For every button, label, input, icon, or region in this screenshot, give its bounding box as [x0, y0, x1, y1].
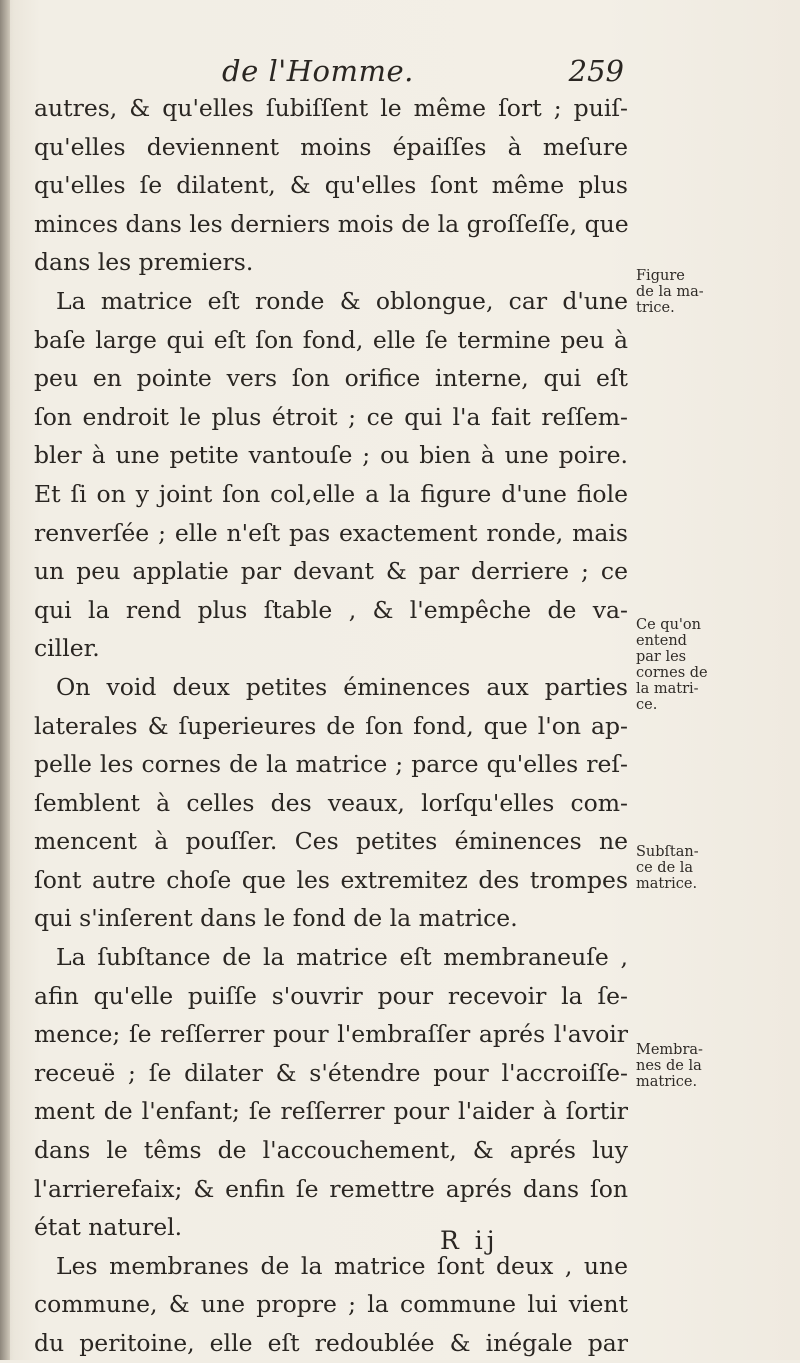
margin-note-line: Membra- [636, 1042, 703, 1058]
margin-note-line: matrice. [636, 1074, 698, 1090]
margin-note-line: Subſtan- [636, 844, 699, 860]
margin-note-line: cornes de [636, 665, 708, 681]
text-line: minces dans les derniers mois de la groſſeſſe, que [34, 209, 629, 238]
text-line: La ſubſtance de la matrice eſt membraneuſe , [56, 943, 628, 972]
margin-note-line: ce de la [636, 860, 694, 876]
text-line: du peritoine, elle eſt redoublée & inégale par [34, 1329, 628, 1357]
text-line: ſon endroit le plus étroit ; ce qui l'a fait reſſem- [34, 402, 628, 431]
text-line: commune, & une propre ; la commune lui vient [34, 1290, 628, 1319]
running-title: de l'Homme. [222, 54, 414, 88]
margin-note-line: matrice. [636, 876, 698, 892]
text-line: mence; ſe reſſerrer pour l'embraſſer aprés l'avoir [34, 1020, 628, 1049]
running-head [34, 50, 628, 90]
body-text [34, 89, 628, 1363]
text-line: renverſée ; elle n'eſt pas exactement ronde, mais [34, 518, 628, 547]
margin-note-line: par les [636, 649, 687, 665]
text-line: l'arrierefaix; & enfin ſe remettre aprés dans ſon [34, 1174, 628, 1203]
text-line: pelle les cornes de la matrice ; parce qu'elles reſ- [34, 750, 628, 779]
text-line: La matrice eſt ronde & oblongue, car d'une [56, 286, 628, 315]
text-line: receuë ; ſe dilater & s'étendre pour l'accroiſſe- [34, 1058, 628, 1087]
margin-note-line: Ce qu'on [636, 617, 701, 633]
text-line: ſemblent à celles des veaux, lorſqu'elles com- [34, 788, 628, 817]
text-line: dans les premiers. [34, 248, 254, 277]
text-line: peu en pointe vers ſon orifice interne, qui eſt [34, 364, 628, 393]
margin-note-cornes [636, 617, 732, 713]
text-line: qui s'inſerent dans le fond de la matrice. [34, 904, 518, 933]
text-line: autres, & qu'elles ſubiſſent le même ſort ; puiſ- [34, 94, 628, 122]
text-line: afin qu'elle puiſſe s'ouvrir pour recevoir la ſe- [34, 981, 628, 1010]
text-line: ciller. [34, 634, 100, 663]
text-line: qu'elles deviennent moins épaiſſes à meſure [34, 132, 628, 161]
text-line: ſont autre choſe que les extremitez des trompes [34, 865, 628, 894]
margin-note-substance [636, 844, 732, 892]
margin-note-figure [636, 268, 732, 316]
text-line: qu'elles ſe dilatent, & qu'elles ſont même plus [34, 171, 628, 200]
text-line: dans le têms de l'accouchement, & aprés luy [34, 1136, 628, 1165]
text-line: mencent à pouſſer. Ces petites éminences ne [34, 827, 628, 856]
margin-note-membranes [636, 1042, 732, 1090]
text-line: qui la rend plus ſtable , & l'empêche de va- [34, 595, 628, 624]
text-line: On void deux petites éminences aux parties [56, 672, 628, 701]
text-line: Les membranes de la matrice ſont deux , une [56, 1251, 628, 1280]
text-line: état naturel. [34, 1213, 183, 1242]
margin-note-line: ce. [636, 697, 658, 713]
text-line: baſe large qui eſt ſon fond, elle ſe termine peu à [34, 325, 628, 354]
page-number: 259 [568, 54, 624, 88]
margin-note-line: de la ma- [636, 284, 704, 300]
text-line: bler à une petite vantouſe ; ou bien à une poire. [34, 441, 628, 470]
margin-note-line: la matri- [636, 681, 699, 697]
margin-note-line: nes de la [636, 1058, 702, 1074]
page-gutter-shadow [0, 0, 10, 1360]
text-line: laterales & ſuperieures de ſon fond, que l'on ap- [34, 711, 628, 740]
margin-note-line: Figure [636, 268, 685, 284]
text-line: Et ſi on y joint ſon col,elle a la figure d'une fiole [34, 479, 628, 508]
text-line: un peu applatie par devant & par derriere ; ce [34, 557, 628, 586]
margin-note-line: trice. [636, 300, 675, 316]
margin-note-line: entend [636, 633, 687, 649]
text-line: ment de l'enfant; ſe reſſerrer pour l'aider à ſortir [34, 1097, 628, 1126]
signature-mark: R ij [440, 1226, 499, 1255]
